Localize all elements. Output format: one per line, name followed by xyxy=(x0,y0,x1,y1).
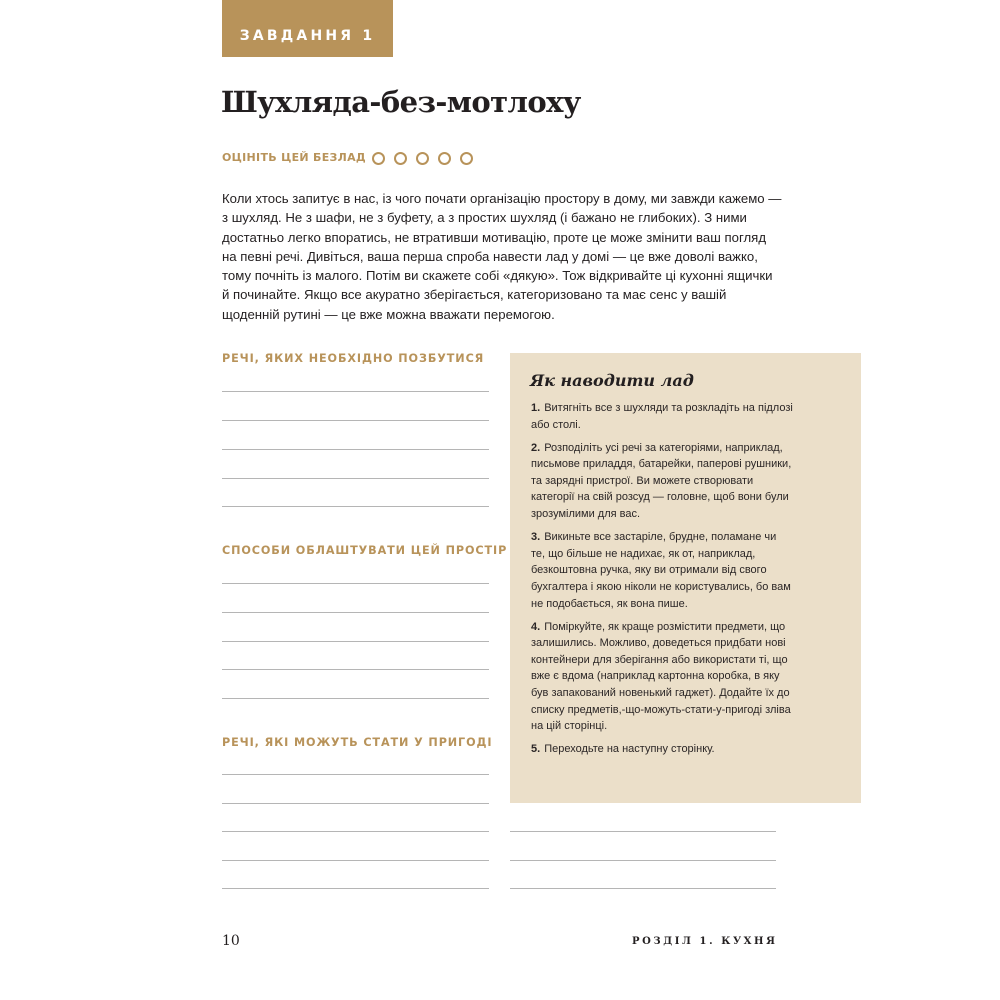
write-line-extra-3[interactable] xyxy=(510,888,776,889)
tip-item xyxy=(531,400,793,433)
write-line-discard-1[interactable] xyxy=(222,391,489,392)
write-line-useful-2[interactable] xyxy=(222,803,489,804)
tips-box xyxy=(510,353,861,803)
rating-circle-5[interactable] xyxy=(460,152,473,165)
page-title: Шухляда-без-мотлоху xyxy=(221,85,581,119)
tip-text: Переходьте на наступну сторінку. xyxy=(544,743,715,756)
write-line-useful-4[interactable] xyxy=(222,860,489,861)
write-line-arrange-3[interactable] xyxy=(222,641,489,642)
write-line-arrange-1[interactable] xyxy=(222,583,489,584)
page-number: 10 xyxy=(222,933,240,949)
write-line-discard-5[interactable] xyxy=(222,506,489,507)
task-label-tab xyxy=(222,0,393,57)
tips-list xyxy=(531,400,793,764)
tip-number: 3. xyxy=(531,531,541,544)
tip-item xyxy=(531,741,793,758)
tip-number: 1. xyxy=(531,402,541,414)
section-heading-discard: РЕЧІ, ЯКИХ НЕОБХІДНО ПОЗБУТИСЯ xyxy=(222,352,485,365)
rating-circle-2[interactable] xyxy=(394,152,407,165)
section-heading-arrange: СПОСОБИ ОБЛАШТУВАТИ ЦЕЙ ПРОСТІР xyxy=(222,544,508,557)
write-line-useful-3[interactable] xyxy=(222,831,489,832)
tip-item xyxy=(531,440,793,523)
tip-number: 2. xyxy=(531,441,541,454)
write-line-useful-5[interactable] xyxy=(222,888,489,889)
tip-text: Викиньте все застаріле, брудне, поламане чи те, що більше не надихає, як от, наприклад, безкоштовна ручка, яку ви отримали від свого бухгалтера і якою ніколи не користувались, бо вам не подобається, як вона пише. xyxy=(531,531,791,610)
rating-circle-4[interactable] xyxy=(438,152,451,165)
rating-circle-1[interactable] xyxy=(372,152,385,165)
tip-item xyxy=(531,529,793,612)
section-heading-useful: РЕЧІ, ЯКІ МОЖУТЬ СТАТИ У ПРИГОДІ xyxy=(222,736,493,749)
intro-paragraph xyxy=(222,189,782,324)
write-line-discard-4[interactable] xyxy=(222,478,489,479)
tip-text: Поміркуйте, як краще розмістити предмети, що залишились. Можливо, доведеться придбати нові контейнери для зберігання або використати ті, що вже є вдома (наприклад картонна коробка, в яку був запакований новенький гаджет). Додайте їх до списку предметів,-що-можуть-стати-у-пригоді зліва на цій сторінці. xyxy=(531,620,791,733)
tip-text: Витягніть все з шухляди та розкладіть на підлозі або столі. xyxy=(531,402,793,431)
write-line-arrange-2[interactable] xyxy=(222,612,489,613)
rating-label: ОЦІНІТЬ ЦЕЙ БЕЗЛАД xyxy=(222,151,366,164)
tip-text: Розподіліть усі речі за категоріями, наприклад, письмове приладдя, батарейки, паперові рушники, та зарядні пристрої. Ви можете створювати категорії на свій розсуд — головне, щоб вони були зрозумілими для вас. xyxy=(531,441,792,521)
tip-number: 4. xyxy=(531,620,541,633)
task-label: ЗАВДАННЯ 1 xyxy=(239,28,376,44)
write-line-arrange-4[interactable] xyxy=(222,669,489,670)
tips-title: Як наводити лад xyxy=(530,371,694,390)
write-line-extra-1[interactable] xyxy=(510,831,776,832)
rating-circle-3[interactable] xyxy=(416,152,429,165)
tip-number: 5. xyxy=(531,743,541,756)
write-line-discard-2[interactable] xyxy=(222,420,489,421)
write-line-arrange-5[interactable] xyxy=(222,698,489,699)
tip-item xyxy=(531,619,793,735)
write-line-useful-1[interactable] xyxy=(222,774,489,775)
chapter-label: РОЗДІЛ 1. КУХНЯ xyxy=(632,936,778,947)
write-line-discard-3[interactable] xyxy=(222,449,489,450)
rating-circles xyxy=(372,152,473,165)
intro-text: Коли хтось запитує в нас, із чого почати організацію простору в дому, ми завжди кажемо — з шухляд. Не з шафи, не з буфету, а з простих шухляд (і бажано не глибоких). З ними достатньо легко впоратись, не втративши мотивацію, проте це може змінити ваш погляд на певні речі. Дивіться, ваша перша спроба навести лад у домі — це вже доволі важко, тому почніть із малого. Потім ви скажете собі «дякую». Тож відкривайте ці кухонні ящички й починайте. Якщо все акуратно зберігається, категоризовано та має сенс у вашій щоденній рутині — це вже можна вважати перемогою. xyxy=(222,191,782,322)
write-line-extra-2[interactable] xyxy=(510,860,776,861)
